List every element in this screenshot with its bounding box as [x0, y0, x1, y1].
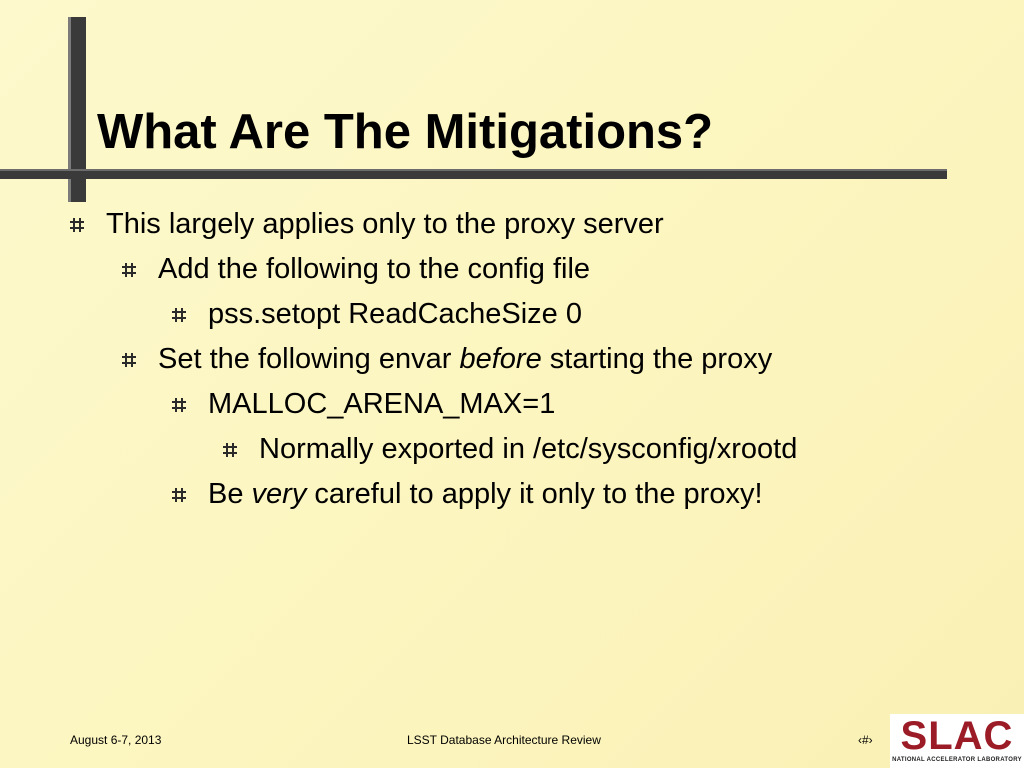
hash-square-bullet-icon — [172, 398, 186, 412]
bullet-text: Normally exported in /etc/sysconfig/xrootd — [259, 433, 798, 465]
bullet-item — [259, 431, 797, 467]
title-accent-horizontal-bar — [0, 169, 947, 179]
bullet-emphasis: before — [459, 343, 542, 375]
bullet-text: This largely applies only to the proxy server — [106, 208, 664, 240]
bullet-text: Be — [208, 478, 252, 510]
slac-logo-subtitle: NATIONAL ACCELERATOR LABORATORY — [892, 757, 1022, 763]
hash-square-bullet-icon — [122, 263, 136, 277]
hash-square-bullet-icon — [223, 443, 237, 457]
bullet-text: Set the following envar — [158, 343, 460, 375]
bullet-emphasis: very — [251, 478, 307, 510]
footer-page-number: ‹#› — [858, 733, 873, 747]
slac-logo — [890, 714, 1024, 768]
bullet-text: careful to apply it only to the proxy! — [306, 478, 763, 510]
bullet-text: Add the following to the config file — [158, 253, 591, 285]
footer-title: LSST Database Architecture Review — [407, 733, 601, 747]
hash-square-bullet-icon — [172, 488, 186, 502]
bullet-item — [158, 251, 590, 287]
slac-logo-wordmark: SLAC — [900, 714, 1014, 758]
slide-title: What Are The Mitigations? — [97, 105, 714, 159]
hash-square-bullet-icon — [70, 218, 84, 232]
bullet-item — [158, 341, 772, 377]
hash-square-bullet-icon — [172, 308, 186, 322]
bullet-text: MALLOC_ARENA_MAX=1 — [208, 388, 556, 420]
bullet-item — [208, 386, 555, 422]
bullet-text: pss.setopt ReadCacheSize 0 — [208, 298, 582, 330]
bullet-item — [208, 476, 763, 512]
bullet-item — [208, 296, 582, 332]
bullet-text: starting the proxy — [541, 343, 773, 375]
footer-date: August 6-7, 2013 — [70, 733, 162, 747]
hash-square-bullet-icon — [122, 353, 136, 367]
bullet-item — [106, 206, 664, 242]
